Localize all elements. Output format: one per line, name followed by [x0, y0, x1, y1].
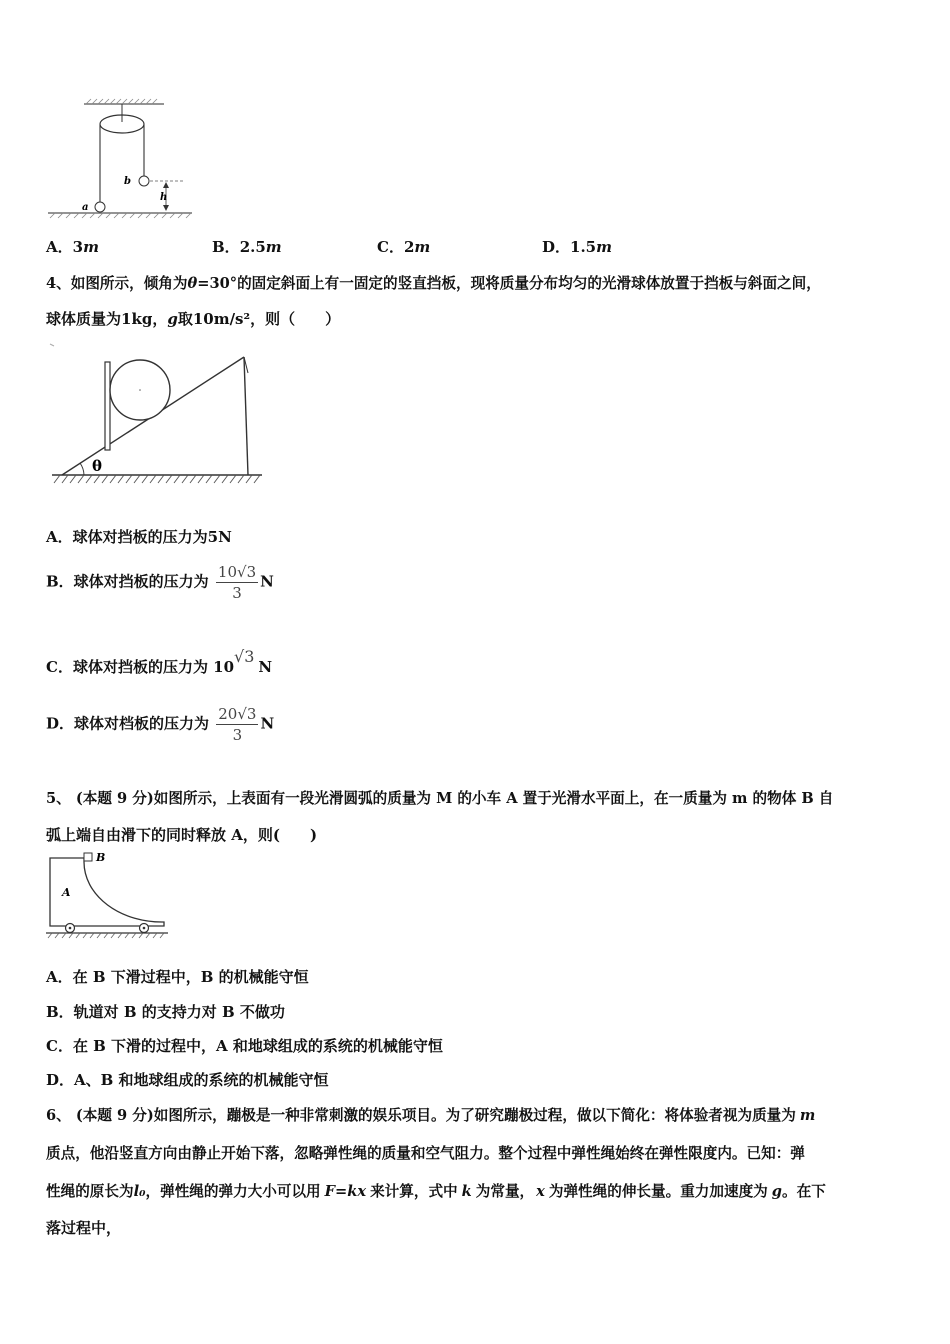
- q6-line4: 落过程中，: [46, 1219, 122, 1237]
- q3-option-d[interactable]: [542, 236, 612, 257]
- label-A: A: [62, 886, 71, 899]
- cart-figure: [44, 850, 174, 940]
- theta-symbol: θ: [187, 275, 198, 292]
- option-letter: A．: [46, 238, 73, 256]
- label-h: h: [160, 192, 168, 203]
- option-letter: C．: [377, 238, 404, 256]
- q4-option-b[interactable]: B．球体对挡板的压力为 $\frac{10√3}{3}$ N: [46, 563, 274, 602]
- g-symbol: g: [167, 310, 178, 328]
- angle-theta-label: θ: [92, 457, 103, 475]
- fraction: $\frac{10√3}{3}$: [217, 563, 257, 602]
- q3-option-a[interactable]: [46, 236, 99, 257]
- option-letter: D．: [542, 238, 571, 256]
- option-value: 3: [72, 238, 84, 256]
- q5-stem-line2: 弧上端自由滑下的同时释放 A，则( ): [46, 826, 318, 844]
- option-unit: m: [83, 238, 99, 256]
- q4-stem-line2: 球体质量为1kg，g取10m/s²，则（ ）: [46, 310, 341, 328]
- incline-figure: [48, 340, 268, 490]
- option-unit: m: [596, 238, 612, 256]
- fraction: $\frac{20√3}{3}$: [218, 705, 257, 744]
- q4-option-c[interactable]: C．球体对挡板的压力为 10√3N: [46, 647, 273, 676]
- q4-option-a[interactable]: A．球体对挡板的压力为5N: [46, 528, 232, 546]
- q4-option-d[interactable]: D．球体对档板的压力为 $\frac{20√3}{3}$ N: [46, 705, 275, 744]
- option-value: 2: [403, 238, 415, 256]
- option-value: 2.5: [239, 238, 266, 256]
- option-value: 1.5: [570, 238, 597, 256]
- q5-option-a[interactable]: A．在 B 下滑过程中，B 的机械能守恒: [46, 968, 309, 986]
- q5-option-c[interactable]: C．在 B 下滑的过程中，A 和地球组成的系统的机械能守恒: [46, 1037, 443, 1055]
- q5-option-d[interactable]: D．A、B 和地球组成的系统的机械能守恒: [46, 1071, 329, 1089]
- q5-stem-line1: 5、 (本题 9 分)如图所示，上表面有一段光滑圆弧的质量为 M 的小车 A 置于光滑水平面上，在一质量为 m 的物体 B 自: [46, 790, 834, 807]
- q6-line1: 6、 (本题 9 分)如图所示，蹦极是一种非常刺激的娱乐项目。为了研究蹦极过程，做以下简化：将体验者视为质量为 m: [46, 1107, 816, 1124]
- q5-option-b[interactable]: B．轨道对 B 的支持力对 B 不做功: [46, 1003, 285, 1021]
- q6-line3: 性绳的原长为l₀，弹性绳的弹力大小可以用 F=kx 来计算，式中 k 为常量， x 为弹性绳的伸长量。重力加速度为 g。在下: [46, 1183, 826, 1200]
- q3-option-c[interactable]: [377, 236, 430, 257]
- sqrt-3: √3: [234, 647, 255, 666]
- label-a: a: [82, 202, 89, 213]
- pulley-figure: [44, 98, 204, 220]
- q4-stem-line1: 4、如图所示，倾角为θ=30°的固定斜面上有一固定的竖直挡板，现将质量分布均匀的光滑球体放置于挡板与斜面之间，: [46, 275, 821, 292]
- q6-line2: 质点，他沿竖直方向由静止开始下落，忽略弹性绳的质量和空气阻力。整个过程中弹性绳始终在弹性限度内。已知：弹: [46, 1145, 805, 1162]
- label-B: B: [96, 851, 106, 864]
- q3-option-b[interactable]: [212, 236, 282, 257]
- label-b: b: [124, 176, 131, 187]
- option-letter: B．: [212, 238, 240, 256]
- option-unit: m: [414, 238, 431, 256]
- option-unit: m: [265, 238, 282, 256]
